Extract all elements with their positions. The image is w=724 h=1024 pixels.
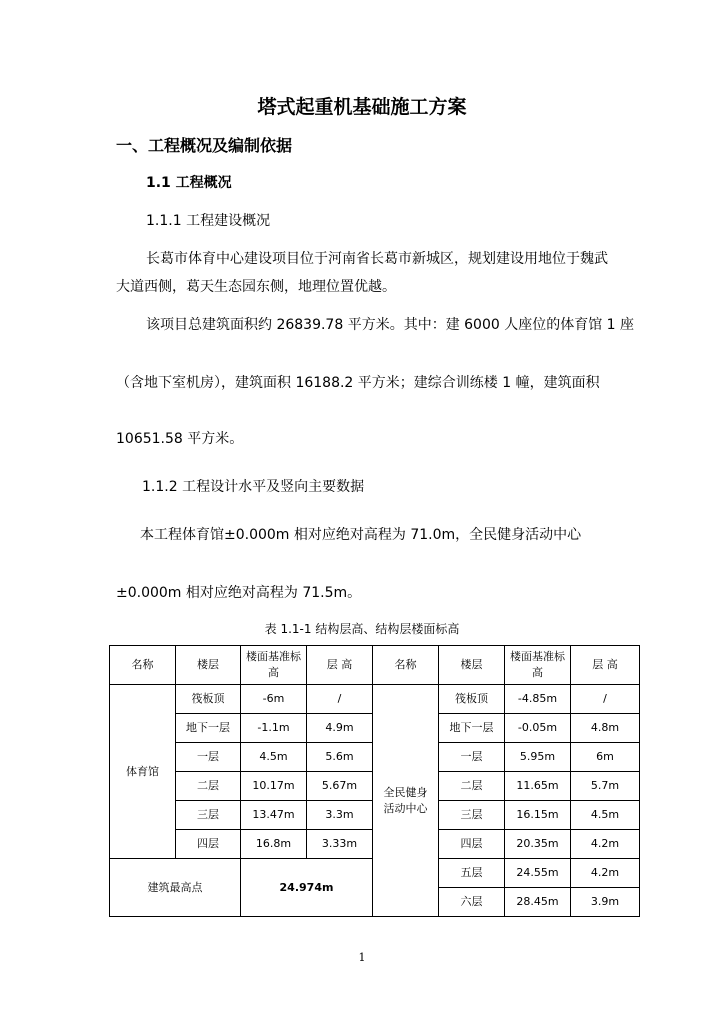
floor-cell: 三层 xyxy=(439,801,505,830)
floor-cell: 二层 xyxy=(439,772,505,801)
floor-cell: 地下一层 xyxy=(176,714,241,743)
floor-cell: 四层 xyxy=(176,830,241,859)
height-cell: 4.8m xyxy=(571,714,640,743)
elevation-cell: 13.47m xyxy=(241,801,307,830)
header-cell: 楼面基准标高 xyxy=(505,646,571,685)
height-cell: 4.2m xyxy=(571,830,640,859)
height-cell: 5.67m xyxy=(307,772,373,801)
elevation-cell: 5.95m xyxy=(505,743,571,772)
floor-cell: 一层 xyxy=(439,743,505,772)
paragraph-3-line-2: ±0.000m 相对应绝对高程为 71.5m。 xyxy=(116,585,362,601)
elevation-cell: -6m xyxy=(241,685,307,714)
document-title: 塔式起重机基础施工方案 xyxy=(257,96,467,118)
elevation-cell: 4.5m xyxy=(241,743,307,772)
floor-cell: 二层 xyxy=(176,772,241,801)
section-heading-1-1-1: 1.1.1 工程建设概况 xyxy=(146,213,271,229)
paragraph-2-line-1: 该项目总建筑面积约 26839.78 平方米。其中：建 6000 人座位的体育馆 1 座 xyxy=(146,317,635,333)
header-cell: 楼层 xyxy=(176,646,241,685)
paragraph-3-line-1: 本工程体育馆±0.000m 相对应绝对高程为 71.0m，全民健身活动中心 xyxy=(140,527,582,543)
header-cell: 名称 xyxy=(373,646,439,685)
height-cell: / xyxy=(571,685,640,714)
paragraph-2-line-3: 10651.58 平方米。 xyxy=(116,431,244,447)
paragraph-2-line-2: （含地下室机房），建筑面积 16188.2 平方米；建综合训练楼 1 幢，建筑面积 xyxy=(116,375,600,391)
table-row xyxy=(110,685,640,714)
header-cell: 层 高 xyxy=(307,646,373,685)
header-cell: 名称 xyxy=(110,646,176,685)
height-cell: / xyxy=(307,685,373,714)
elevation-cell: -4.85m xyxy=(505,685,571,714)
height-cell: 5.6m xyxy=(307,743,373,772)
elevation-cell: 11.65m xyxy=(505,772,571,801)
height-cell: 3.9m xyxy=(571,888,640,917)
table-caption: 表 1.1-1 结构层高、结构层楼面标高 xyxy=(264,622,460,636)
elevation-cell: -1.1m xyxy=(241,714,307,743)
highest-point-label: 建筑最高点 xyxy=(110,859,241,917)
gym-group-label: 体育馆 xyxy=(110,685,176,859)
header-cell: 楼层 xyxy=(439,646,505,685)
section-heading-1-1-2: 1.1.2 工程设计水平及竖向主要数据 xyxy=(142,479,365,495)
paragraph-1-line-2: 大道西侧，葛天生态园东侧，地理位置优越。 xyxy=(116,279,396,295)
floor-cell: 五层 xyxy=(439,859,505,888)
height-cell: 5.7m xyxy=(571,772,640,801)
elevation-cell: 20.35m xyxy=(505,830,571,859)
fitness-center-group-text: 全民健身活动中心 xyxy=(383,785,428,815)
fitness-center-group-label xyxy=(373,685,439,917)
floor-cell: 三层 xyxy=(176,801,241,830)
floor-cell: 筏板顶 xyxy=(439,685,505,714)
header-cell: 楼面基准标高 xyxy=(241,646,307,685)
section-heading-1: 一、工程概况及编制依据 xyxy=(116,136,293,155)
highest-point-value: 24.974m xyxy=(241,859,373,917)
floor-cell: 四层 xyxy=(439,830,505,859)
floor-cell: 筏板顶 xyxy=(176,685,241,714)
floor-cell: 六层 xyxy=(439,888,505,917)
height-cell: 4.2m xyxy=(571,859,640,888)
page-number: 1 xyxy=(358,951,366,964)
elevation-cell: 28.45m xyxy=(505,888,571,917)
floor-height-table xyxy=(109,645,640,917)
floor-cell: 地下一层 xyxy=(439,714,505,743)
height-cell: 3.3m xyxy=(307,801,373,830)
elevation-cell: 16.8m xyxy=(241,830,307,859)
elevation-cell: 10.17m xyxy=(241,772,307,801)
height-cell: 3.33m xyxy=(307,830,373,859)
header-cell: 层 高 xyxy=(571,646,640,685)
elevation-cell: 24.55m xyxy=(505,859,571,888)
height-cell: 6m xyxy=(571,743,640,772)
height-cell: 4.5m xyxy=(571,801,640,830)
section-heading-1-1: 1.1 工程概况 xyxy=(146,175,232,191)
floor-cell: 一层 xyxy=(176,743,241,772)
table-header-row xyxy=(110,646,640,685)
elevation-cell: -0.05m xyxy=(505,714,571,743)
paragraph-1-line-1: 长葛市体育中心建设项目位于河南省长葛市新城区，规划建设用地位于魏武 xyxy=(146,251,608,267)
elevation-cell: 16.15m xyxy=(505,801,571,830)
height-cell: 4.9m xyxy=(307,714,373,743)
